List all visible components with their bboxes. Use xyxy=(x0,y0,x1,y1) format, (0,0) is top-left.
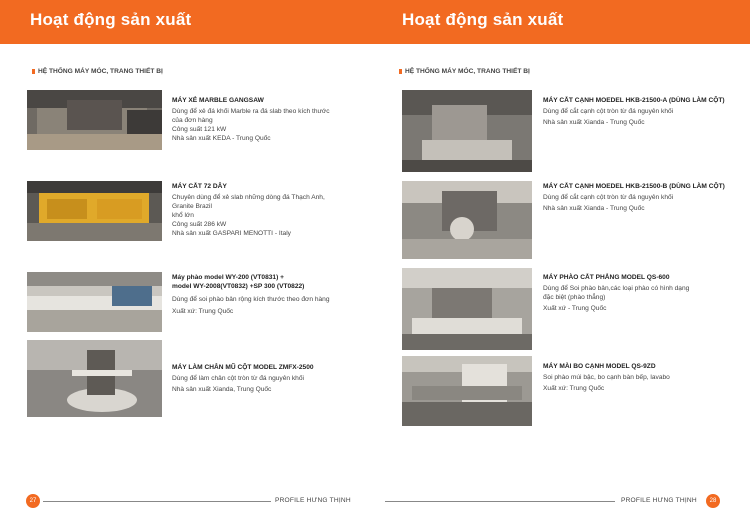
profile-machine-line-1: Dùng để soi phào bản rộng kích thước theo đơn hàng xyxy=(172,296,330,303)
edge-grinder-name: MÁY MÀI BO CẠNH MODEL QS-9ZD xyxy=(543,363,656,370)
wire-saw-photo xyxy=(27,181,162,241)
profile-machine-line-2: Xuất xứ: Trung Quốc xyxy=(172,308,234,315)
wire-saw-line-2: Granite Brazil xyxy=(172,203,212,210)
section-marker-icon xyxy=(399,69,402,74)
right-section-heading xyxy=(399,68,530,75)
flat-profile-cutter-line-2: đặc biệt (phào thẳng) xyxy=(543,294,606,301)
gangsaw-line-3: Công suất 121 kW xyxy=(172,126,227,133)
edge-grinder-line-2: Xuất xứ: Trung Quốc xyxy=(543,385,605,392)
edge-cutter-b-photo xyxy=(402,181,532,259)
edge-grinder-description xyxy=(543,362,743,393)
profile-machine-name-1: Máy phào model WY-200 (VT0831) + xyxy=(172,274,284,281)
gangsaw-line-1: Dùng để xẻ đá khối Marble ra đá slab theo kích thước xyxy=(172,108,330,115)
right-section-label: HỆ THỐNG MÁY MÓC, TRANG THIẾT BỊ xyxy=(405,68,530,75)
wire-saw-line-5: Nhà sản xuất GASPARI MENOTTI - Italy xyxy=(172,230,291,237)
right-page xyxy=(375,0,750,530)
left-page-header xyxy=(0,0,375,44)
edge-cutter-a-line-2: Nhà sản xuất Xianda - Trung Quốc xyxy=(543,119,645,126)
left-section-label: HỆ THỐNG MÁY MÓC, TRANG THIẾT BỊ xyxy=(38,68,163,75)
wire-saw-name: MÁY CẮT 72 DÂY xyxy=(172,183,227,190)
right-page-header xyxy=(375,0,750,44)
wire-saw-line-3: khổ lớn xyxy=(172,212,194,219)
right-page-title: Hoạt động sản xuất xyxy=(402,10,564,29)
column-base-machine-line-1: Dùng để làm chân cột tròn từ đá nguyên khối xyxy=(172,375,304,382)
gangsaw-photo xyxy=(27,90,162,150)
left-footer-text: PROFILE HƯNG THỊNH xyxy=(275,497,351,504)
flat-profile-cutter-line-1: Dùng để Soi phào bản,các loại phào có hình dạng xyxy=(543,285,690,292)
column-base-machine-name: MÁY LÀM CHÂN MŨ CỘT MODEL ZMFX-2500 xyxy=(172,364,314,371)
edge-cutter-a-name: MÁY CẮT CẠNH MOEDEL HKB-21500-A (DÙNG LÀM CỘT) xyxy=(543,97,725,104)
right-footer-rule xyxy=(385,501,615,502)
wire-saw-line-1: Chuyên dùng để xẻ slab những dòng đá Thạch Anh, xyxy=(172,194,325,201)
left-page-number: 27 xyxy=(26,494,40,508)
gangsaw-description xyxy=(172,96,362,143)
profile-machine-photo xyxy=(27,272,162,332)
flat-profile-cutter-line-3: Xuất xứ - Trung Quốc xyxy=(543,305,607,312)
right-page-number: 28 xyxy=(706,494,720,508)
wire-saw-line-4: Công suất 286 kW xyxy=(172,221,227,228)
gangsaw-line-4: Nhà sản xuất KEDA - Trung Quốc xyxy=(172,135,271,142)
section-marker-icon xyxy=(32,69,35,74)
gangsaw-name: MÁY XẺ MARBLE GANGSAW xyxy=(172,97,264,104)
edge-cutter-b-description xyxy=(543,182,743,213)
edge-cutter-a-line-1: Dùng để cắt cạnh cột tròn từ đá nguyên khối xyxy=(543,108,674,115)
left-page-title: Hoạt động sản xuất xyxy=(30,10,192,29)
edge-grinder-line-1: Soi phào múi bậc, bo cạnh bàn bếp, lavabo xyxy=(543,374,670,381)
flat-profile-cutter-photo xyxy=(402,268,532,350)
left-footer-rule xyxy=(43,501,271,502)
edge-cutter-b-name: MÁY CẮT CẠNH MOEDEL HKB-21500-B (DÙNG LÀM CỘT) xyxy=(543,183,725,190)
right-footer-text: PROFILE HƯNG THỊNH xyxy=(621,497,697,504)
column-base-machine-description xyxy=(172,363,362,394)
column-base-machine-line-2: Nhà sản xuất Xianda, Trung Quốc xyxy=(172,386,272,393)
gangsaw-line-2: của đơn hàng xyxy=(172,117,213,124)
left-section-heading xyxy=(32,68,163,75)
edge-cutter-a-description xyxy=(543,96,743,127)
wire-saw-description xyxy=(172,182,362,238)
edge-cutter-b-line-2: Nhà sản xuất Xianda - Trung Quốc xyxy=(543,205,645,212)
edge-cutter-b-line-1: Dùng để cắt cạnh cột tròn từ đá nguyên khối xyxy=(543,194,674,201)
edge-cutter-a-photo xyxy=(402,90,532,172)
profile-machine-name-2: model WY-2008(VT0832) +SP 300 (VT0822) xyxy=(172,283,305,290)
profile-machine-description xyxy=(172,273,362,316)
flat-profile-cutter-description xyxy=(543,273,743,313)
flat-profile-cutter-name: MÁY PHÀO CẮT PHẲNG MODEL QS-600 xyxy=(543,274,670,281)
column-base-machine-photo xyxy=(27,340,162,417)
edge-grinder-photo xyxy=(402,356,532,426)
